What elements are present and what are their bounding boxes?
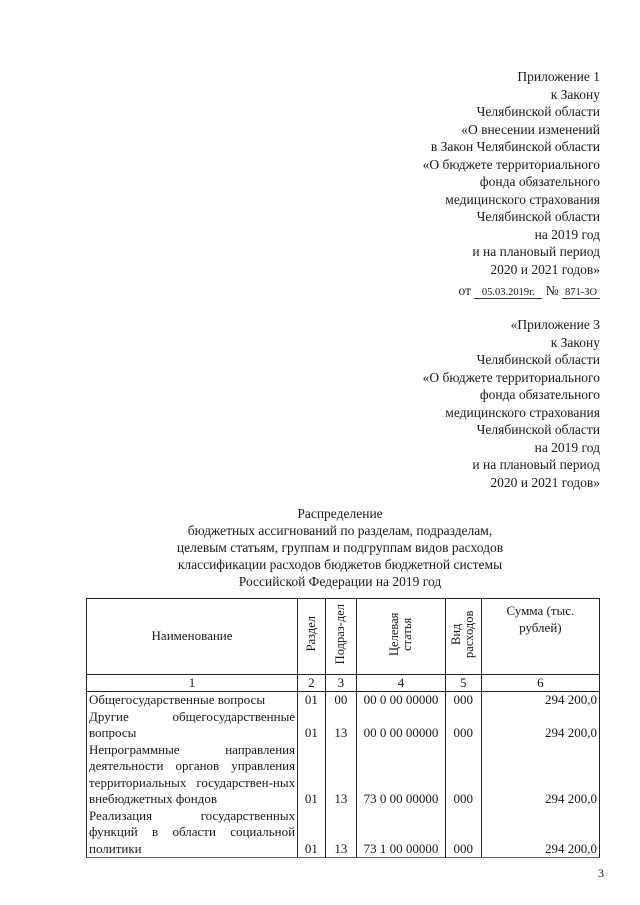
appendix-3-line: фонда обязательного [479,387,600,402]
row-type: 000 [445,692,481,709]
title-line: целевым статьям, группам и подгруппам видов расходов [176,540,504,555]
law-date: 05.03.2019г. [474,287,542,299]
appendix-3-line: Челябинской области [476,352,600,367]
row-name: Другие общегосударственные вопросы [87,709,298,742]
appendix-3-line: Челябинской области [476,422,600,437]
row-type: 000 [445,808,481,858]
title-line: Распределение [297,506,383,521]
header-section: Раздел [298,599,325,675]
appendix-1-line: и на плановый период [472,244,600,259]
row-name: Реализация государственных функций в области социальной политики [87,808,298,858]
title-line: бюджетных ассигнований по разделам, подразделам, [187,523,493,538]
row-sum: 294 200,0 [481,692,599,709]
row-target: 00 0 00 00000 [357,709,446,742]
title-line: Российской Федерации на 2019 год [238,574,442,589]
row-type: 000 [445,742,481,808]
column-number: 6 [481,674,599,692]
law-reference [459,283,601,299]
row-subsection: 00 [325,692,357,709]
header-name: Наименование [87,599,298,675]
appendix-1-line: 2020 и 2021 годов» [490,261,600,277]
row-name: Непрограммные направления деятельности органов управления территориальных государствен-ных внебюджетных фондов [87,742,298,808]
column-number: 3 [325,674,357,692]
row-type: 000 [445,709,481,742]
column-number: 2 [298,674,325,692]
law-number-label: № [545,283,559,298]
row-subsection: 13 [325,709,357,742]
column-number: 5 [445,674,481,692]
appendix-1-line: Челябинской области [476,209,600,224]
title-line: классификации расходов бюджетов бюджетной системы [177,557,503,572]
appendix-3-line: медицинского страхования [445,404,600,420]
appendix-1-line: на 2019 год [534,226,600,242]
header-sum: Сумма (тыс. рублей) [481,599,599,675]
appendix-1-line: «О бюджете территориального [422,156,600,172]
appendix-1-header [423,68,600,278]
budget-table [86,598,600,858]
row-section: 01 [298,692,325,709]
appendix-3-line: «Приложение 3 [510,317,600,332]
appendix-3-line: и на плановый период [472,457,600,472]
header-type: Вид расходов [445,599,481,675]
column-number-row [87,674,600,692]
table-header-row [87,599,600,675]
row-subsection: 13 [325,808,357,858]
appendix-3-line: 2020 и 2021 годов» [490,474,600,490]
header-target: Целевая статья [357,599,446,675]
page-number: 3 [598,866,604,880]
column-number: 4 [357,674,446,692]
row-target: 73 1 00 00000 [357,808,446,858]
appendix-1-line: в Закон Челябинской области [430,139,600,154]
table-row [87,742,600,808]
row-sum: 294 200,0 [481,742,599,808]
row-target: 00 0 00 00000 [357,692,446,709]
appendix-3-header [423,316,600,491]
table-row [87,709,600,742]
appendix-1-line: Приложение 1 [517,69,600,84]
table-row [87,692,600,709]
law-from-label: от [458,283,471,298]
appendix-1-line: «О внесении изменений [461,121,600,137]
table-row [87,808,600,858]
row-target: 73 0 00 00000 [357,742,446,808]
appendix-1-line: медицинского страхования [445,191,600,207]
row-subsection: 13 [325,742,357,808]
row-section: 01 [298,709,325,742]
column-number: 1 [87,674,298,692]
appendix-1-line: фонда обязательного [479,174,600,189]
appendix-1-line: Челябинской области [476,104,600,119]
header-subsection: Подраз-дел [325,599,357,675]
appendix-3-line: на 2019 год [534,439,600,455]
row-section: 01 [298,808,325,858]
appendix-3-line: «О бюджете территориального [422,369,600,385]
document-title [140,505,540,590]
appendix-1-line: к Закону [550,86,600,102]
row-sum: 294 200,0 [481,808,599,858]
law-number: 871-ЗО [562,287,600,299]
appendix-3-line: к Закону [550,334,600,350]
row-sum: 294 200,0 [481,709,599,742]
row-name: Общегосударственные вопросы [87,692,298,709]
row-section: 01 [298,742,325,808]
